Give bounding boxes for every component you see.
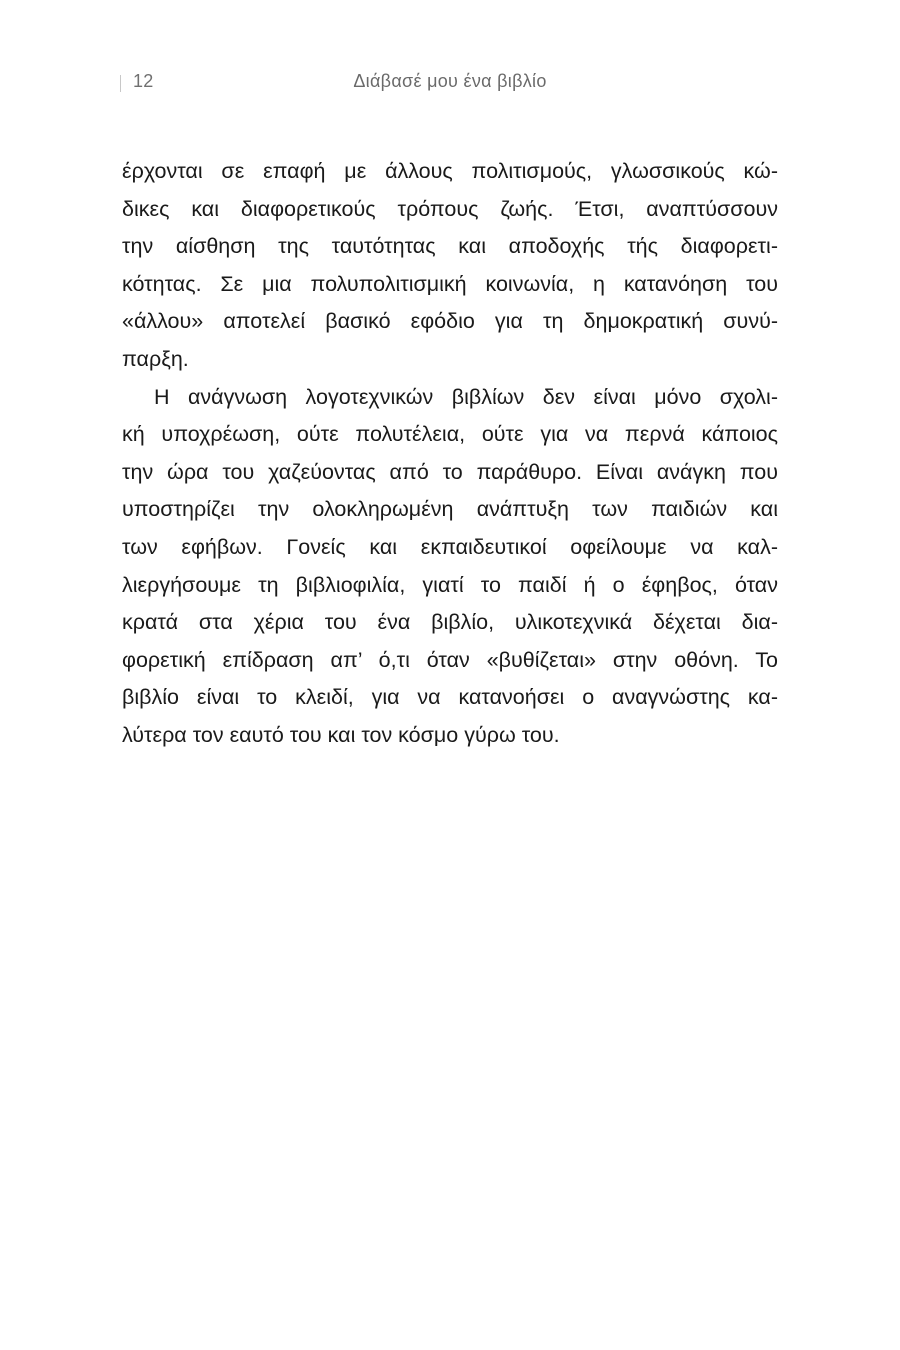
text-line: παρξη.	[122, 346, 189, 371]
text-line: δικες και διαφορετικούς τρόπους ζωής. Έτσι, αναπτύσσουν	[122, 196, 778, 221]
paragraph-1	[122, 153, 778, 379]
text-line: των εφήβων. Γονείς και εκπαιδευτικοί οφείλουμε να καλ-	[122, 534, 778, 559]
body-text	[122, 153, 778, 755]
text-line: λιεργήσουμε τη βιβλιοφιλία, γιατί το παιδί ή ο έφηβος, όταν	[122, 572, 778, 597]
text-line: Η ανάγνωση λογοτεχνικών βιβλίων δεν είναι μόνο σχολι-	[154, 384, 778, 409]
text-line: υποστηρίζει την ολοκληρωμένη ανάπτυξη των παιδιών και	[122, 497, 778, 522]
running-header	[0, 70, 900, 98]
text-line: φορετική επίδραση απ’ ό,τι όταν «βυθίζεται» στην οθόνη. Το	[122, 647, 778, 672]
paragraph-2	[122, 379, 778, 755]
text-line: λύτερα τον εαυτό του και τον κόσμο γύρω του.	[122, 722, 560, 747]
text-line: την ώρα του χαζεύοντας από το παράθυρο. Είναι ανάγκη που	[122, 459, 778, 484]
running-title: Διάβασέ μου ένα βιβλίο	[353, 71, 547, 91]
text-line: κρατά στα χέρια του ένα βιβλίο, υλικοτεχνικά δέχεται δια-	[122, 610, 778, 635]
text-line: «άλλου» αποτελεί βασικό εφόδιο για τη δημοκρατική συνύ-	[122, 309, 778, 334]
text-line: κότητας. Σε μια πολυπολιτισμική κοινωνία, η κατανόηση του	[122, 271, 778, 296]
text-line: την αίσθηση της ταυτότητας και αποδοχής τής διαφορετι-	[122, 234, 778, 259]
text-line: έρχονται σε επαφή με άλλους πολιτισμούς, γλωσσικούς κώ-	[122, 159, 778, 183]
text-line: βιβλίο είναι το κλειδί, για να κατανοήσει ο αναγνώστης κα-	[122, 685, 778, 710]
page-number: 12	[133, 71, 154, 91]
text-line: κή υποχρέωση, ούτε πολυτέλεια, ούτε για να περνά κάποιος	[122, 422, 778, 447]
